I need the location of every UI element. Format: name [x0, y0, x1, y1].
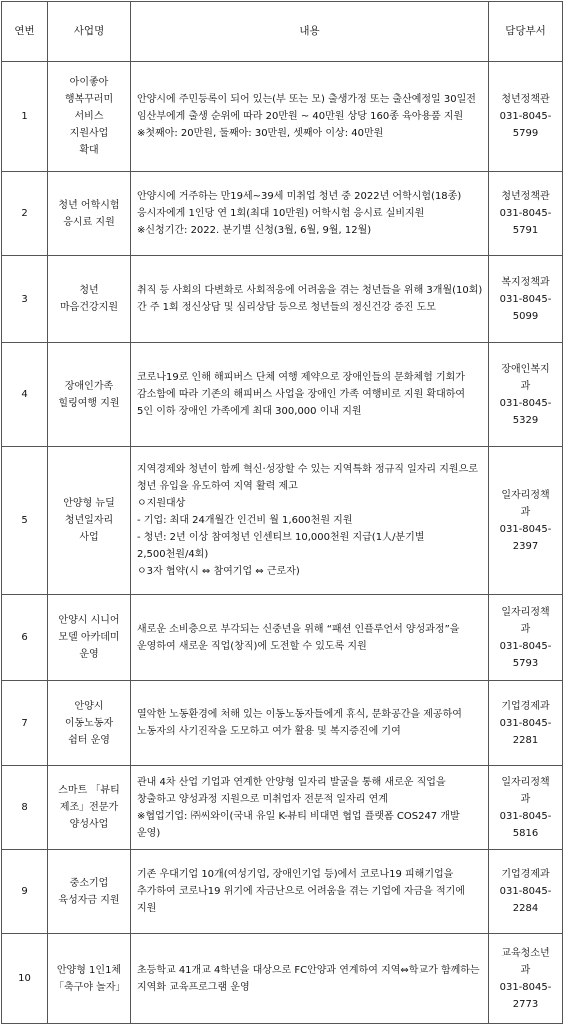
program-name: [48, 447, 131, 595]
department-contact: [489, 256, 563, 343]
program-content: [131, 256, 489, 343]
row-number: 7: [2, 681, 48, 766]
table-row: [2, 850, 563, 934]
program-content: [131, 343, 489, 447]
table-row: [2, 62, 563, 172]
program-content: [131, 766, 489, 850]
program-name-line: 제조」전문가: [59, 802, 119, 813]
department-contact-line: 5099: [512, 310, 539, 322]
header-dept: 담당부서: [489, 2, 563, 62]
department-contact-line: 기업경제과: [501, 869, 550, 880]
department-contact-line: 031-8045-: [499, 717, 552, 729]
program-name: [48, 934, 131, 1024]
program-name-line: 안양형 1인1체: [56, 964, 122, 976]
program-name-line: 안양시 시니어: [58, 615, 120, 626]
department-contact-line: 031-8045-: [499, 981, 552, 993]
program-content: [131, 681, 489, 766]
table-row: [2, 766, 563, 850]
program-content-line: ㅇ지원대상: [137, 498, 186, 509]
department-contact-line: 청년정책관: [501, 94, 550, 105]
program-content-line: ㅇ3자 협약(시 ⇔ 참여기업 ⇔ 근로자): [137, 566, 300, 577]
program-content-line: - 청년: 2년 이상 참여청년 인센티브 10,000천원 지급(1人/분기별 2,500천원/4회): [137, 532, 425, 560]
program-name-line: 스마트 「뷰티: [58, 785, 120, 796]
program-name: [48, 766, 131, 850]
program-content: [131, 934, 489, 1024]
program-name-line: 안양시: [74, 700, 104, 712]
department-contact-line: 5816: [512, 827, 539, 839]
department-contact: [489, 343, 563, 447]
department-contact-line: 일자리정책: [501, 606, 550, 618]
department-contact: [489, 766, 563, 850]
department-contact-line: 031-8045-: [499, 208, 552, 219]
header-name: 사업명: [48, 2, 131, 62]
program-content: [131, 447, 489, 595]
department-contact-line: 일자리정책: [501, 776, 550, 788]
department-contact: [489, 172, 563, 256]
table-row: [2, 595, 563, 681]
program-content: [131, 595, 489, 681]
department-contact-line: 2281: [512, 734, 539, 746]
program-name-line: 쉼터 운영: [68, 734, 110, 746]
program-name-line: 중소기업: [69, 877, 109, 889]
department-contact-line: 청년정책관: [501, 191, 550, 202]
department-contact: [489, 447, 563, 595]
header-content: 내용: [131, 2, 489, 62]
department-contact-line: 5329: [512, 414, 539, 426]
program-content-line: 취직 등 사회의 다변화로 사회적응에 어려움을 겪는 청년들을 위해 3개월(10회)간 주 1회 정신상담 및 심리상담 등으로 청년들의 정신건강 증진 도모: [137, 285, 483, 313]
program-content-line: ※첫째아: 20만원, 둘째아: 30만원, 셋째아 이상: 40만원: [137, 128, 384, 139]
program-name-line: 힐링여행 지원: [58, 397, 120, 409]
program-content-line: 새로운 소비층으로 부각되는 신중년을 위해 “패션 인플루언서 양성과정”을 운영하여 새로운 직업(창직)에 도전할 수 있도록 지원: [137, 623, 460, 652]
program-name-line: 장애인가족: [64, 380, 114, 392]
table-row: [2, 447, 563, 595]
department-contact-line: 5791: [512, 225, 539, 236]
program-name-line: 지원사업: [69, 128, 109, 139]
department-contact-line: 031-8045-: [499, 111, 552, 122]
program-content-line: 기존 우대기업 10개(여성기업, 장애인기업 등)에서 코로나19 피해기업을 추가하여 코로나19 위기에 자금난으로 어려움을 겪는 기업에 자금을 적기에 지원: [137, 869, 465, 914]
program-name: [48, 62, 131, 172]
program-content-line: ※협업기업: ㈜씨와이(국내 유일 K-뷰티 비대면 협업 플랫폼 COS247 개발 운영): [137, 810, 460, 839]
row-number: 9: [2, 850, 48, 934]
table-row: [2, 343, 563, 447]
row-number: 10: [2, 934, 48, 1024]
program-name-line: 안양형 뉴딜: [63, 498, 115, 509]
program-name-line: 이동노동자: [64, 717, 114, 729]
department-contact-line: 교육청소년: [501, 947, 550, 959]
program-name-line: 확대: [79, 145, 99, 156]
row-number: 6: [2, 595, 48, 681]
program-content: [131, 172, 489, 256]
program-name: [48, 256, 131, 343]
department-contact-line: 일자리정책: [501, 489, 550, 501]
department-contact-line: 031-8045-: [499, 523, 552, 535]
row-number: 1: [2, 62, 48, 172]
row-number: 4: [2, 343, 48, 447]
program-content-line: 안양시에 주민등록이 되어 있는(부 또는 모) 출생가정 또는 출산예정일 30일전 임산부에게 출생 순위에 따라 20만원 ~ 40만원 상당 160종 육아용품 지원: [137, 94, 476, 122]
department-contact: [489, 681, 563, 766]
table-row: [2, 681, 563, 766]
department-contact-line: 2284: [512, 903, 539, 914]
department-contact: [489, 62, 563, 172]
program-name-line: 청년: [79, 285, 99, 296]
department-contact-line: 장애인복지: [501, 363, 550, 375]
program-content: [131, 62, 489, 172]
program-name-line: 육성자금 지원: [58, 894, 120, 906]
table-row: [2, 256, 563, 343]
row-number: 5: [2, 447, 48, 595]
table-row: [2, 172, 563, 256]
program-content-line: ※신청기간: 2022. 분기별 신청(3월, 6월, 9월, 12월): [137, 225, 372, 236]
department-contact-line: 과: [520, 506, 531, 518]
department-contact: [489, 595, 563, 681]
program-name-line: 청년 어학시험: [58, 199, 120, 211]
department-contact-line: 031-8045-: [499, 886, 552, 897]
department-contact: [489, 934, 563, 1024]
department-contact-line: 031-8045-: [499, 810, 552, 822]
program-name-line: 운영: [79, 649, 99, 660]
program-content-line: 안양시에 거주하는 만19세~39세 미취업 청년 중 2022년 어학시험(18종) 응시자에게 1인당 연 1회(최대 10만원) 어학시험 응시료 실비지원: [137, 191, 462, 219]
program-content-line: 열악한 노동환경에 처해 있는 이동노동자들에게 휴식, 문화공간을 제공하여 노동자의 사기진작을 도모하고 여가 활용 및 복지증진에 기여: [137, 709, 462, 737]
program-name-line: 행복꾸러미: [64, 94, 114, 105]
department-contact-line: 복지정책과: [501, 276, 550, 288]
program-name: [48, 681, 131, 766]
department-contact-line: 2773: [512, 998, 539, 1010]
program-name-line: 모델 아카데미: [58, 632, 120, 643]
program-name-line: 마음건강지원: [60, 302, 118, 313]
program-name-line: 청년일자리: [64, 515, 114, 526]
program-name-line: 서비스: [74, 111, 104, 122]
row-number: 8: [2, 766, 48, 850]
department-contact-line: 기업경제과: [501, 700, 550, 712]
department-contact-line: 과: [520, 623, 531, 635]
program-name: [48, 595, 131, 681]
department-contact-line: 과: [520, 793, 531, 805]
program-name-line: 사업: [79, 532, 99, 543]
department-contact-line: 031-8045-: [499, 640, 552, 652]
row-number: 2: [2, 172, 48, 256]
header-row: [2, 2, 563, 62]
program-content: [131, 850, 489, 934]
row-number: 3: [2, 256, 48, 343]
program-content-line: 지역경제와 청년이 함께 혁신·성장할 수 있는 지역특화 정규직 일자리 지원으로 청년 유입을 유도하여 지역 활력 제고: [137, 464, 478, 492]
department-contact-line: 2397: [512, 540, 539, 552]
department-contact-line: 과: [520, 964, 531, 976]
program-content-line: - 기업: 최대 24개월간 인건비 월 1,600천원 지원: [137, 515, 353, 526]
program-name: [48, 850, 131, 934]
department-contact-line: 031-8045-: [499, 293, 552, 305]
department-contact-line: 5799: [512, 128, 539, 139]
program-name-line: 응시료 지원: [63, 216, 115, 228]
program-name: [48, 343, 131, 447]
program-name: [48, 172, 131, 256]
department-contact-line: 031-8045-: [499, 397, 552, 409]
department-contact: [489, 850, 563, 934]
table-body: [2, 62, 563, 1024]
department-contact-line: 과: [520, 380, 531, 392]
table-row: [2, 934, 563, 1024]
program-table: [1, 1, 563, 1024]
department-contact-line: 5793: [512, 657, 539, 669]
program-name-line: 「축구야 놀자」: [54, 981, 126, 993]
program-content-line: 초등학교 41개교 4학년을 대상으로 FC안양과 연계하여 지역⇔학교가 함께하는 지역화 교육프로그램 운영: [137, 964, 480, 993]
program-content-line: 관내 4차 산업 기업과 연계한 안양형 일자리 발굴을 통해 새로운 직업을 창출하고 양성과정 지원으로 미취업자 전문적 일자리 연계: [137, 776, 446, 805]
program-content-line: 코로나19로 인해 해피버스 단체 여행 제약으로 장애인들의 문화체험 기회가 감소함에 따라 기존의 해피버스 사업을 장애인 가족 여행비로 지원 확대하여 5인 이하 장애인 가족에게 최대 300,000 이내 지원: [137, 372, 466, 417]
program-name-line: 양성사업: [69, 819, 109, 830]
header-no: 연번: [2, 2, 48, 62]
program-name-line: 아이좋아: [69, 77, 109, 88]
